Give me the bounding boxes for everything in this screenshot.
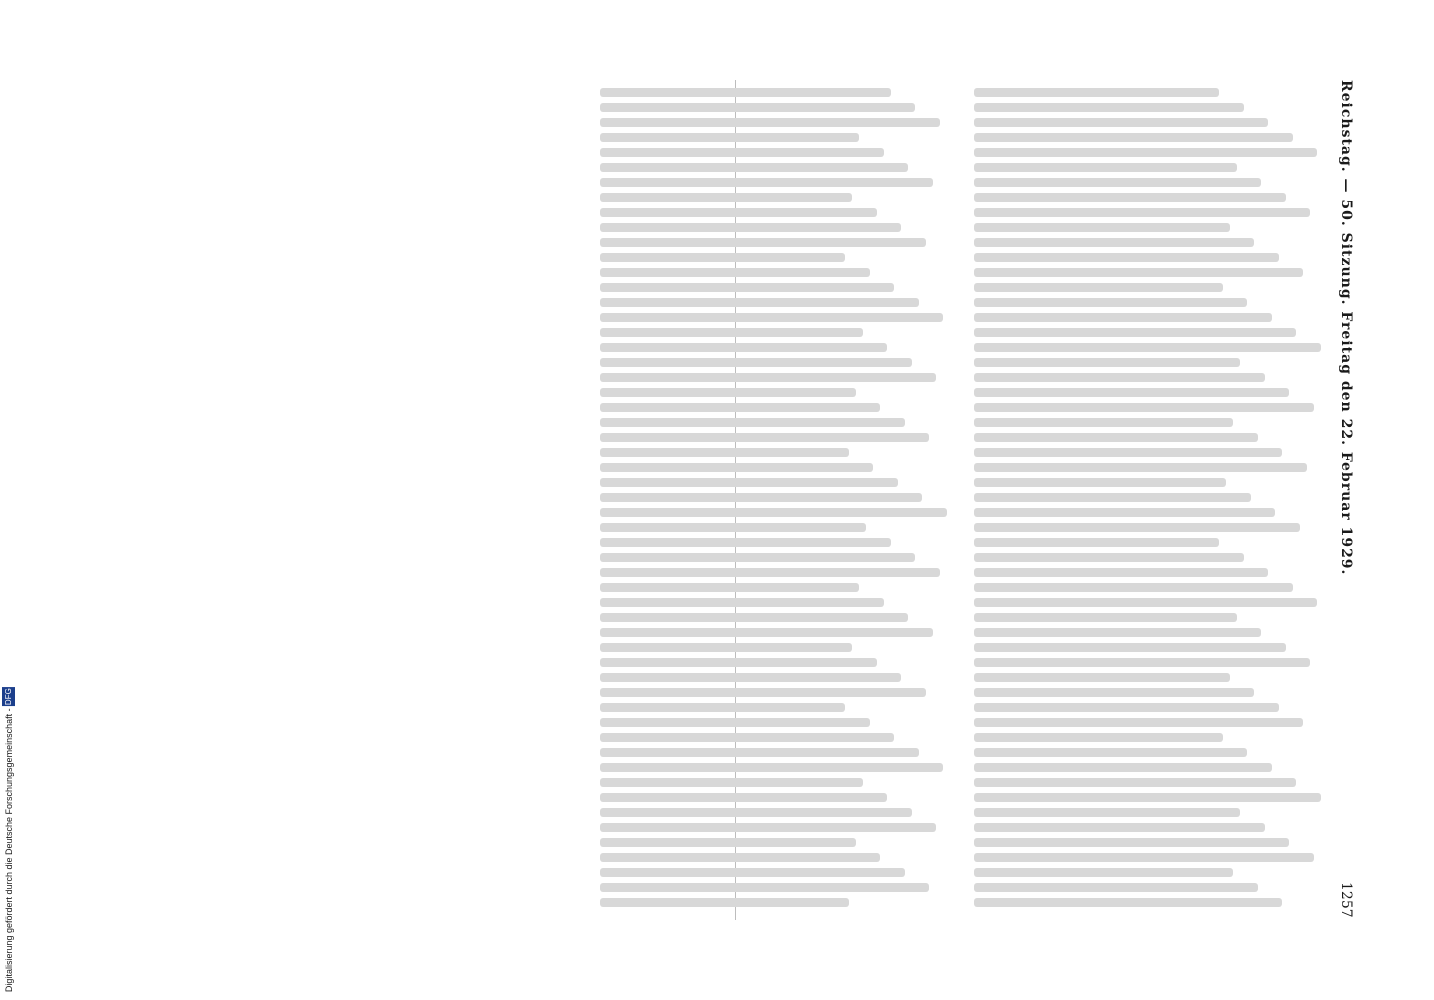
text-line-placeholder [974, 508, 1275, 517]
text-line-placeholder [600, 253, 845, 262]
text-line-placeholder [974, 103, 1244, 112]
text-line-placeholder [600, 178, 933, 187]
text-line-placeholder [974, 343, 1321, 352]
text-line-placeholder [600, 823, 936, 832]
text-line-placeholder [600, 493, 922, 502]
text-line-placeholder [974, 328, 1296, 337]
text-line-placeholder [974, 493, 1251, 502]
text-line-placeholder [974, 238, 1254, 247]
text-line-placeholder [974, 703, 1279, 712]
text-line-placeholder [974, 403, 1314, 412]
text-line-placeholder [974, 298, 1247, 307]
text-line-placeholder [600, 238, 926, 247]
text-line-placeholder [974, 88, 1219, 97]
text-line-placeholder [600, 703, 845, 712]
text-lines [974, 80, 1324, 920]
text-line-placeholder [974, 838, 1289, 847]
text-line-placeholder [600, 673, 901, 682]
text-line-placeholder [600, 763, 943, 772]
text-line-placeholder [600, 118, 940, 127]
text-line-placeholder [600, 778, 863, 787]
text-line-placeholder [974, 538, 1219, 547]
text-line-placeholder [974, 673, 1230, 682]
text-line-placeholder [600, 688, 926, 697]
text-line-placeholder [974, 793, 1321, 802]
text-line-placeholder [600, 508, 947, 517]
text-line-placeholder [600, 793, 887, 802]
text-line-placeholder [600, 433, 929, 442]
text-line-placeholder [974, 883, 1258, 892]
text-line-placeholder [600, 193, 852, 202]
right-column [600, 80, 950, 920]
text-line-placeholder [600, 133, 859, 142]
text-line-placeholder [600, 643, 852, 652]
text-line-placeholder [600, 883, 929, 892]
text-line-placeholder [974, 148, 1317, 157]
text-line-placeholder [600, 313, 943, 322]
page-number: 1257 [1338, 882, 1354, 918]
text-line-placeholder [974, 643, 1286, 652]
text-line-placeholder [974, 823, 1265, 832]
text-line-placeholder [600, 868, 905, 877]
text-line-placeholder [974, 313, 1272, 322]
text-line-placeholder [600, 898, 849, 907]
left-column [974, 80, 1324, 920]
text-line-placeholder [974, 748, 1247, 757]
text-line-placeholder [600, 658, 877, 667]
text-line-placeholder [600, 223, 901, 232]
text-line-placeholder [600, 208, 877, 217]
text-line-placeholder [600, 388, 856, 397]
text-line-placeholder [974, 118, 1268, 127]
text-line-placeholder [600, 478, 898, 487]
text-line-placeholder [600, 628, 933, 637]
text-line-placeholder [974, 688, 1254, 697]
text-line-placeholder [974, 463, 1307, 472]
text-line-placeholder [600, 523, 866, 532]
digitization-credit: Digitalisierung gefördert durch die Deutsche Forschungsgemeinschaft - DFG [4, 687, 14, 992]
text-line-placeholder [600, 748, 919, 757]
text-line-placeholder [974, 223, 1230, 232]
text-line-placeholder [974, 763, 1272, 772]
text-line-placeholder [974, 808, 1240, 817]
text-line-placeholder [974, 178, 1261, 187]
text-line-placeholder [974, 433, 1258, 442]
text-line-placeholder [600, 268, 870, 277]
text-line-placeholder [974, 163, 1237, 172]
text-line-placeholder [600, 418, 905, 427]
text-line-placeholder [974, 283, 1223, 292]
text-line-placeholder [600, 853, 880, 862]
text-line-placeholder [974, 613, 1237, 622]
text-line-placeholder [974, 523, 1300, 532]
text-line-placeholder [974, 733, 1223, 742]
text-line-placeholder [974, 568, 1268, 577]
text-line-placeholder [974, 478, 1226, 487]
page-title: Reichstag. — 50. Sitzung. Freitag den 22. Februar 1929. [1338, 80, 1354, 576]
text-line-placeholder [600, 553, 915, 562]
text-line-placeholder [974, 388, 1289, 397]
text-line-placeholder [974, 598, 1317, 607]
text-line-placeholder [600, 568, 940, 577]
text-line-placeholder [600, 838, 856, 847]
text-line-placeholder [974, 373, 1265, 382]
text-line-placeholder [600, 733, 894, 742]
text-line-placeholder [600, 808, 912, 817]
text-line-placeholder [600, 448, 849, 457]
text-line-placeholder [600, 163, 908, 172]
page-header [1330, 80, 1360, 920]
text-line-placeholder [600, 598, 884, 607]
sidebar [0, 0, 22, 1000]
text-line-placeholder [974, 193, 1286, 202]
text-line-placeholder [974, 553, 1244, 562]
text-line-placeholder [600, 283, 894, 292]
text-line-placeholder [600, 103, 915, 112]
text-line-placeholder [600, 343, 887, 352]
text-line-placeholder [600, 718, 870, 727]
text-line-placeholder [974, 628, 1261, 637]
text-line-placeholder [600, 328, 863, 337]
text-line-placeholder [600, 403, 880, 412]
text-line-placeholder [974, 448, 1282, 457]
text-line-placeholder [974, 208, 1310, 217]
text-line-placeholder [974, 133, 1293, 142]
text-line-placeholder [974, 658, 1310, 667]
text-line-placeholder [600, 613, 908, 622]
text-line-placeholder [600, 148, 884, 157]
text-line-placeholder [600, 88, 891, 97]
text-line-placeholder [600, 358, 912, 367]
text-line-placeholder [974, 583, 1293, 592]
text-line-placeholder [974, 898, 1282, 907]
text-line-placeholder [974, 868, 1233, 877]
text-line-placeholder [974, 853, 1314, 862]
document-page [110, 80, 1360, 920]
text-line-placeholder [600, 463, 873, 472]
text-line-placeholder [600, 538, 891, 547]
text-line-placeholder [974, 718, 1303, 727]
dfg-logo: DFG [4, 687, 13, 705]
text-line-placeholder [600, 583, 859, 592]
text-line-placeholder [974, 418, 1233, 427]
text-line-placeholder [600, 298, 919, 307]
text-lines [600, 80, 950, 920]
text-line-placeholder [974, 778, 1296, 787]
text-line-placeholder [974, 268, 1303, 277]
text-line-placeholder [974, 358, 1240, 367]
text-line-placeholder [600, 373, 936, 382]
text-line-placeholder [974, 253, 1279, 262]
